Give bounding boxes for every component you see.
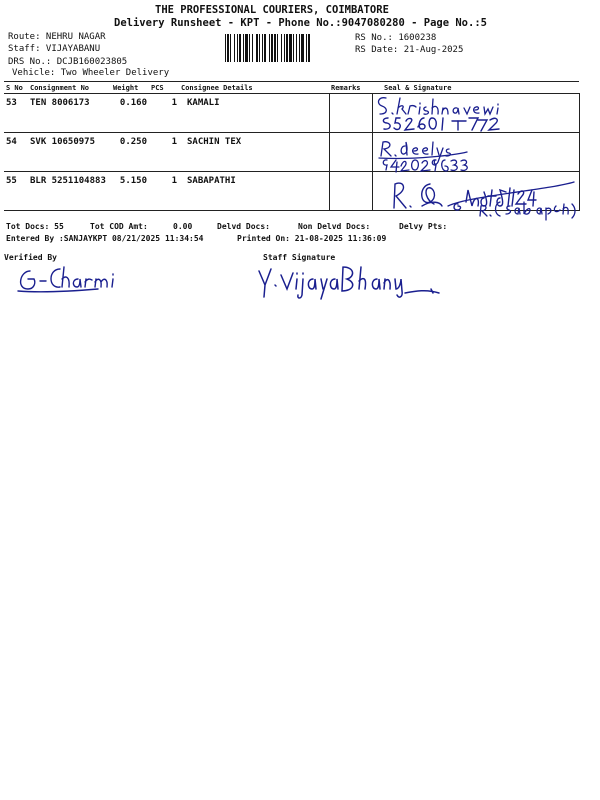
barcode-bar — [284, 34, 285, 62]
barcode-bar — [286, 34, 288, 62]
cell-sno: 53 — [4, 94, 28, 133]
barcode-bar — [234, 34, 235, 62]
barcode-bar — [230, 34, 231, 62]
barcode-bar — [271, 34, 273, 62]
barcode-bar — [256, 34, 258, 62]
col-weight: Weight — [111, 82, 149, 94]
company-title: THE PROFESSIONAL COURIERS, COIMBATORE — [155, 4, 389, 16]
barcode-bar — [259, 34, 260, 62]
cell-weight: 5.150 — [111, 172, 149, 211]
barcode-bar — [252, 34, 253, 62]
cell-consignee: SABAPATHI — [179, 172, 329, 211]
cell-remarks — [329, 133, 372, 172]
col-remarks: Remarks — [329, 82, 372, 94]
route-label: Route: NEHRU NAGAR — [8, 32, 106, 42]
cell-weight: 0.250 — [111, 133, 149, 172]
handwritten-signature-row-53 — [372, 94, 512, 136]
runsheet-subtitle: Delivery Runsheet - KPT - Phone No.:9047080280 - Page No.:5 — [114, 17, 487, 29]
col-consignment: Consignment No — [28, 82, 111, 94]
barcode-bar — [299, 34, 300, 62]
cell-remarks — [329, 94, 372, 133]
non-delivered-docs: Non Delvd Docs: — [298, 222, 371, 231]
barcode-bar — [289, 34, 292, 62]
barcode-bar — [249, 34, 250, 62]
cell-weight: 0.160 — [111, 94, 149, 133]
barcode-bar — [296, 34, 297, 62]
barcode-bar — [306, 34, 307, 62]
barcode-bar — [262, 34, 263, 62]
rs-number: RS No.: 1600238 — [355, 33, 437, 43]
staff-signature — [255, 263, 445, 303]
staff-label: Staff: VIJAYABANU — [8, 44, 101, 54]
barcode-bar — [227, 34, 229, 62]
rs-date: RS Date: 21-Aug-2025 — [355, 45, 464, 55]
table-header-row — [4, 82, 579, 94]
barcode-bar — [237, 34, 238, 62]
barcode-bar — [301, 34, 304, 62]
total-cod-label: Tot COD Amt: — [90, 222, 148, 231]
delivered-docs: Delvd Docs: — [217, 222, 270, 231]
barcode-bar — [239, 34, 241, 62]
cell-pcs: 1 — [149, 94, 179, 133]
printed-on: Printed On: 21-08-2025 11:36:09 — [237, 234, 387, 243]
barcode-bar — [277, 34, 278, 62]
col-seal: Seal & Signature — [372, 82, 579, 94]
barcode-bar — [293, 34, 294, 62]
cell-sno: 55 — [4, 172, 28, 211]
entered-by: Entered By :SANJAYKPT 08/21/2025 11:34:54 — [6, 234, 204, 243]
cell-consignment: TEN 8006173 — [28, 94, 111, 133]
barcode-bar — [308, 34, 310, 62]
handwritten-signature-row-54 — [375, 138, 515, 178]
verified-signature — [14, 263, 124, 297]
barcode-bar — [274, 34, 276, 62]
barcode — [225, 34, 351, 62]
handwritten-signature-row-55 — [388, 176, 578, 220]
cell-remarks — [329, 172, 372, 211]
staff-signature-label: Staff Signature — [263, 253, 336, 262]
col-sno: S No — [4, 82, 28, 94]
total-docs: Tot Docs: 55 — [6, 222, 64, 231]
barcode-bar — [264, 34, 266, 62]
cell-sno: 54 — [4, 133, 28, 172]
cell-consignment: BLR 5251104883 — [28, 172, 111, 211]
barcode-bar — [245, 34, 248, 62]
barcode-bar — [281, 34, 282, 62]
delivery-points: Delvy Pts: — [399, 222, 448, 231]
cell-consignee: SACHIN TEX — [179, 133, 329, 172]
barcode-bar — [243, 34, 244, 62]
cell-consignment: SVK 10650975 — [28, 133, 111, 172]
verified-by-label: Verified By — [4, 253, 57, 262]
cell-pcs: 1 — [149, 133, 179, 172]
barcode-bar — [225, 34, 226, 62]
barcode-bar — [269, 34, 270, 62]
cell-pcs: 1 — [149, 172, 179, 211]
drs-number: DRS No.: DCJB160023805 — [8, 57, 128, 67]
cell-consignee: KAMALI — [179, 94, 329, 133]
col-consignee: Consignee Details — [179, 82, 329, 94]
total-cod-value: 0.00 — [173, 222, 193, 231]
vehicle-label: Vehicle: Two Wheeler Delivery — [12, 68, 170, 78]
col-pcs: PCS — [149, 82, 179, 94]
